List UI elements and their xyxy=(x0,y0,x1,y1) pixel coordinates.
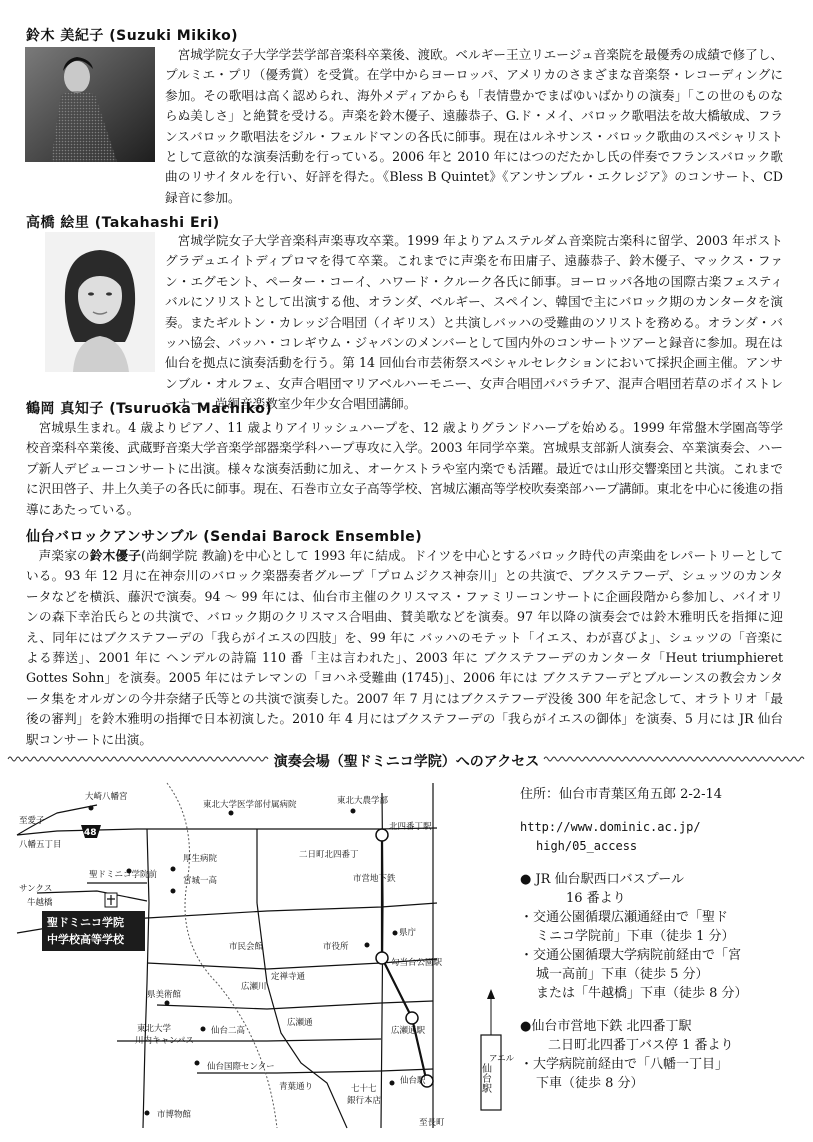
label-hirose-river: 広瀬川 xyxy=(241,982,267,992)
route2-a2: 下車（徒歩 8 分） xyxy=(536,1076,644,1091)
label-nagamachi: 至長町 xyxy=(419,1118,445,1128)
label-shimin: 市民会館 xyxy=(229,942,264,952)
label-kosei: 厚生病院 xyxy=(183,854,218,864)
river xyxy=(167,783,277,1128)
label-sankusu: サンクス xyxy=(19,884,53,894)
label-kenbijutsu: 県美術館 xyxy=(147,990,182,1000)
route1-b2: 城一高前」下車（徒歩 5 分） xyxy=(536,967,709,982)
photo-suzuki xyxy=(25,47,155,162)
label-kencho: 県庁 xyxy=(399,928,417,938)
label-koto: 勾当台公園駅 xyxy=(391,958,443,968)
performer-bio-suzuki: 宮城学院女子大学学芸学部音楽科卒業後、渡欧。ベルギー王立リエージュ音楽院を最優秀の成績で修了し、プルミエ・プリ（優秀賞）を受賞。在学中からヨーロッパ、アメリカのさまざまな音楽祭・レコーディングに参加。その歌唱は高く認められ、海外メディアからも「表情豊かでまばゆいばかりの演奏」「この世のものならぬ美しさ」と絶賛を受ける。声楽を鈴木優子、遠藤恭子、G.ド・メイ、バロック歌唱法を故大橋敏成、フランスバロック歌唱法をジル・フェルドマンの各氏に師事。現在はルネサンス・バロック歌曲のスペシャリストとして意欲的な演奏活動を行っている。2006 年と 2010 年にはつのだたかし氏の伴奏でフランスバロック歌曲のリサイタルを行い、好評を得た。《Bless B Quintet》《アンサンブル・エクレジア》のコンサート、CD 録音に参加。 xyxy=(165,47,783,205)
station-koto xyxy=(376,952,388,964)
label-jozenji: 定禅寺通 xyxy=(271,972,306,982)
bio-rest: (尚絅学院 教諭)を中心として 1993 年に結成。ドイツを中心とするバロック時代の声楽曲をレパートリーとしている。93 年 12 月に在神奈川のバロック楽器奏者グループ「プロムジクス神奈川」との共演で、ブクステフーデ、シュッツのカンタータなどを横浜、藤沢で演奏。94 ～ 99 年には、仙台市主催のクリスマス・ファミリーコンサートに企画段階から参加し、バイオリンの森下幸治氏らとの共演で、バロック期のクリスマス合唱曲、賛美歌などを演奏。97 年以降の演奏会では鈴木雅明氏を指揮に迎え、同年にはブクステフーデの「我らがイエスの四肢」を、99 年に バッハのモテット「イエス、わが喜びよ」、シュッツの「音楽による葬送」、2001 年に ヘンデルの詩篇 110 番「主は言われた」、2003 年に ブクステフーデのカンタータ「Heut triumphieret Gottes Sohn」を演奏。2005 年にはテレマンの「ヨハネ受難曲 (1745)」、2006 年には ブクステフーデとブルーンスの教会カンタータ集をオルガンの今井奈緒子氏等との共演で演奏した。2007 年 7 月にはブクステフーデ没後 300 年を記念して、オラトリオ「最後の審判」を鈴木雅明の指揮で日本初演した。2010 年 4 月にはブクステフーデの「我らがイエスの御体」を演奏、5 月には JR 仙台駅コンサートに出演。 xyxy=(26,548,783,747)
label-kawauchi2: 川内キャンパス xyxy=(135,1036,194,1046)
label-sendai-st: 仙台駅 xyxy=(400,1076,426,1086)
url-link-1[interactable]: http://www.dominic.ac.jp/ xyxy=(520,820,701,834)
sendai-big-label: 仙台駅 xyxy=(479,1063,491,1093)
route1-a1: ・交通公園循環広瀬通経由で「聖ド xyxy=(520,910,729,925)
bio-bold-name: 鈴木優子 xyxy=(89,548,142,563)
performer-name-tsuruoka: 鶴岡 真知子 (Tsuruoka Machiko) xyxy=(26,401,273,417)
label-subway: 市営地下鉄 xyxy=(353,874,396,884)
route1-b1: ・交通公園循環大学病院前経由で「宮 xyxy=(520,948,742,963)
route1-head: ● JR 仙台駅西口バスプール xyxy=(520,872,684,887)
route2-a1: ・大学病院前経由で「八幡一丁目」 xyxy=(520,1057,729,1072)
label-futsukamachi: 二日町北四番丁 xyxy=(299,850,359,860)
school-label-2: 中学校高等学校 xyxy=(47,933,124,946)
station-hirosedori xyxy=(406,1012,418,1024)
label-77-2: 銀行本店 xyxy=(347,1096,382,1106)
route1-a2: ミニコ学院前」下車（徒歩 1 分） xyxy=(536,929,735,944)
label-hirosedori-st: 広瀬通駅 xyxy=(391,1026,426,1036)
label-miyagi1: 宮城一高 xyxy=(183,876,218,886)
performer-bio-takahashi-top: 宮城学院女子大学音楽科声楽専攻卒業。1999 年よりアムステルダム音楽院古楽科に留学、2003 年ポストグラデュエイトディプロマを得て卒業。これまでに声楽を布田庸子、遠藤恭子、鈴木優子、マックス・ファン・エグモント、ペーター・コーイ、ハワード・クルーク各氏に師事。ヨーロッパ各地の国際古楽フェスティバルにソリストとして出演する他、オランダ、ベルギー、スペイン、韓国で主にバロック期のカンタータを演奏。またギルトン・カレッジ合唱団（イギリス）と共演しバッハの受難曲のソリストを務める。オランダ・バッハ協会、バッハ・コレギウム・ジャパンのメンバーとして国内外のコンサートツアーと録音に参加。現在は仙台を拠点に演奏活動を行う。第 14 回仙台市芸術祭スペシャルセレクションにおいて採択企画主催。アンサンブル・オルフェ、女声合唱団マリアベルハーモニー、女声合唱団パパラチア、混声合唱団若草のボイストレーナー。尚絅音楽教室少年少女合唱団講師。 xyxy=(165,233,783,412)
label-kitayoban: 北四番丁駅 xyxy=(389,822,432,832)
label-tohoku-hosp: 東北大学医学部付属病院 xyxy=(203,800,297,810)
performer-bio-tsuruoka: 宮城県生まれ。4 歳よりピアノ、11 歳よりアイリッシュハープを、12 歳よりグランドハープを始める。1999 年常盤木学園高等学校音楽科卒業後、武蔵野音楽大学音楽学部器楽学科ハープ専攻に入学。2003 年同学卒業。宮城県支部新人演奏会、卒業演奏会、ハープ新人デビューコンサートに出演。様々な演奏活動に加え、オーケストラや室内楽でも活躍。最近では山形交響楽団と共演。これまでに沢田啓子、井上久美子の各氏に師事。現在、石巻市立女子高等学校、宮城広瀬高等学校吹奏楽部ハープ講師。東北を中心に後進の指導にあたっている。 xyxy=(26,420,783,517)
route1-sub: 16 番より xyxy=(566,891,626,906)
station-kitayoban xyxy=(376,829,388,841)
route-48-label: 48 xyxy=(84,828,97,838)
label-atago: 至愛子 xyxy=(19,816,45,826)
address: 住所：仙台市青葉区角五郎 2-2-14 xyxy=(520,787,723,802)
label-osaki: 大崎八幡宮 xyxy=(85,792,128,802)
label-aobadori: 青葉通り xyxy=(279,1082,314,1092)
map-roads xyxy=(17,783,437,1128)
label-sendai2: 仙台二高 xyxy=(211,1026,246,1036)
school-box xyxy=(42,893,145,951)
label-shiyakusho: 市役所 xyxy=(323,942,349,952)
performer-bio-ensemble xyxy=(26,546,783,750)
label-hirosedori: 広瀬通 xyxy=(287,1018,313,1028)
access-info xyxy=(520,785,808,1093)
access-title: 演奏会場（聖ドミニコ学院）へのアクセス xyxy=(273,754,540,770)
performer-name-suzuki: 鈴木 美紀子 (Suzuki Mikiko) xyxy=(26,28,239,44)
school-label-1: 聖ドミニコ学院 xyxy=(47,916,124,929)
photo-takahashi xyxy=(45,232,155,372)
label-ushigoe: 牛越橋 xyxy=(27,898,53,908)
label-77-1: 七十七 xyxy=(351,1084,377,1094)
label-hakubutsukan: 市博物館 xyxy=(157,1110,192,1120)
label-yawata5: 八幡五丁目 xyxy=(19,840,62,850)
performer-name-takahashi: 高橋 絵里 (Takahashi Eri) xyxy=(26,215,220,231)
route1-b3: または「牛越橋」下車（徒歩 8 分） xyxy=(536,986,748,1001)
route2-sub: 二日町北四番丁バス停 1 番より xyxy=(548,1038,734,1053)
label-dominic-stop: 聖ドミニコ学院前 xyxy=(89,870,158,880)
access-map xyxy=(17,783,515,1128)
label-aeru: アエル xyxy=(489,1054,515,1064)
performer-name-ensemble: 仙台バロックアンサンブル (Sendai Barock Ensemble) xyxy=(26,529,423,545)
label-kokusai: 仙台国際センター xyxy=(207,1062,275,1072)
route2-head: ●仙台市営地下鉄 北四番丁駅 xyxy=(520,1019,692,1034)
url-link-2[interactable]: high/05_access xyxy=(536,839,638,853)
bio-lead: 声楽家の xyxy=(38,548,90,563)
label-kawauchi1: 東北大学 xyxy=(137,1024,172,1034)
route-48-badge xyxy=(81,825,101,838)
sendai-station-box xyxy=(480,989,502,1110)
label-tohoku-agri: 東北大農学部 xyxy=(337,796,389,806)
